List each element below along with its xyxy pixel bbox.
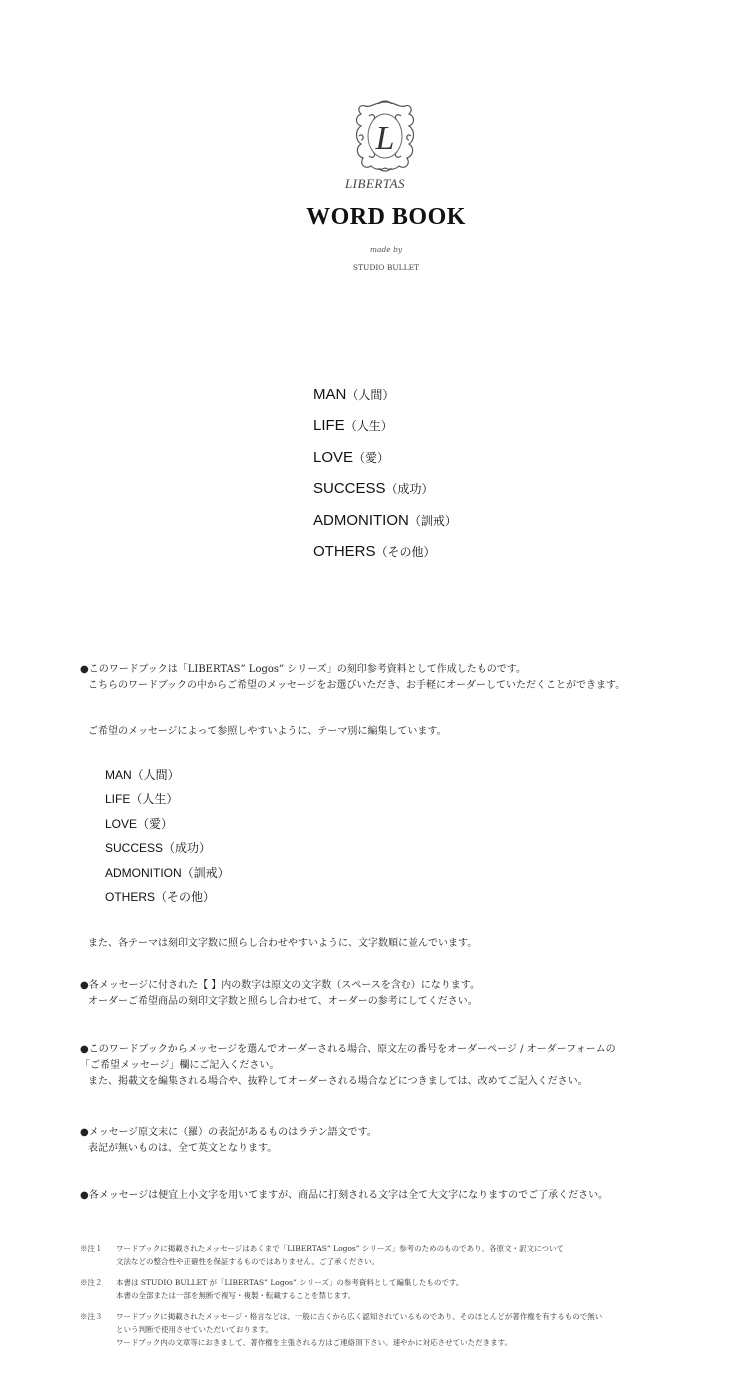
intro-paragraph xyxy=(80,662,730,694)
menu-item-en: OTHERS xyxy=(313,543,376,560)
studio-name: STUDIO BULLET xyxy=(352,263,420,272)
libertas-logo-icon xyxy=(345,96,425,176)
intro-line-1: ●このワードブックは「LIBERTAS” Logos” シリーズ」の刻印参考資料として作成したものです。 xyxy=(80,664,527,675)
intro-line-2: こちらのワードブックの中からご希望のメッセージをお選びいただき、お手軽にオーダーしていただくことができます。 xyxy=(88,680,626,691)
brand-name: LIBERTAS xyxy=(344,176,406,191)
menu-item-en: ADMONITION xyxy=(313,512,409,529)
footnote-label: ※注３ xyxy=(80,1312,103,1321)
menu-item-en: SUCCESS xyxy=(313,480,386,497)
footnote-3 xyxy=(80,1310,602,1349)
order-method-line-3: また、掲載文を編集される場合や、抜粋してオーダーされる場合などにつきましては、改めてご記入ください。 xyxy=(88,1076,588,1087)
footnote-line: ワードブックに掲載されたメッセージ・格言などは、一般に古くから広く認知されているものであり、そのほとんどが著作権を有するもので無い xyxy=(116,1312,603,1321)
latin-note-paragraph xyxy=(80,1125,730,1157)
uppercase-note-text: ●各メッセージは便宜上小文字を用いてますが、商品に打刻される文字は全て大文字になりますのでご了承ください。 xyxy=(80,1190,609,1201)
footnote-line: 本書の全部または一部を無断で複写・複製・転載することを禁じます。 xyxy=(116,1291,356,1300)
menu-item-jp: （愛） xyxy=(353,451,390,465)
menu-item-admonition[interactable] xyxy=(313,512,457,529)
made-by-label: made by xyxy=(369,245,403,254)
footnote-line: ワードブック内の文章等におきまして、著作権を主張される方はご連絡頂下さい。速やかに対応させていただきます。 xyxy=(116,1338,512,1347)
menu-item-success[interactable] xyxy=(313,480,434,497)
theme-intro-text: ご希望のメッセージによって参照しやすいように、テーマ別に編集しています。 xyxy=(88,726,447,737)
latin-note-line-1: ●メッセージ原文末に（羅）の表記があるものはラテン語文です。 xyxy=(80,1127,377,1138)
theme-list-item: OTHERS（その他） xyxy=(105,890,216,904)
char-count-line-1: ●各メッセージに付された【 】内の数字は原文の文字数（スペースを含む）になります。 xyxy=(80,980,481,991)
footnote-line: 本書は STUDIO BULLET が「LIBERTAS” Logos” シリーズ」の参考資料として編集したものです。 xyxy=(116,1278,464,1287)
footnote-1 xyxy=(80,1242,564,1268)
char-count-line-2: オーダーご希望商品の刻印文字数と照らし合わせて、オーダーの参考にしてください。 xyxy=(88,996,478,1007)
order-method-line-1: ●このワードブックからメッセージを選んでオーダーされる場合、原文左の番号をオーダーページ / オーダーフォームの xyxy=(80,1044,616,1055)
menu-item-en: LIFE xyxy=(313,417,345,434)
menu-item-en: MAN xyxy=(313,386,347,403)
theme-list-item: LIFE（人生） xyxy=(105,792,179,806)
menu-item-jp: （人生） xyxy=(344,419,393,433)
menu-item-man[interactable] xyxy=(313,386,394,403)
footnote-label: ※注１ xyxy=(80,1244,103,1253)
theme-list-item: MAN（人間） xyxy=(105,768,180,782)
footnote-line: ワードブックに掲載されたメッセージはあくまで「LIBERTAS” Logos” シリーズ」参考のためのものであり、各原文・訳文について xyxy=(116,1244,564,1253)
menu-item-jp: （人間） xyxy=(346,388,395,402)
footnote-2 xyxy=(80,1276,463,1302)
page-title: WORD BOOK xyxy=(306,204,466,230)
latin-note-line-2: 表記が無いものは、全て英文となります。 xyxy=(88,1143,278,1154)
menu-item-life[interactable] xyxy=(313,417,393,434)
order-method-paragraph xyxy=(80,1042,730,1090)
menu-item-jp: （訓戒） xyxy=(408,514,457,528)
footnote-label: ※注２ xyxy=(80,1278,103,1287)
menu-item-love[interactable] xyxy=(313,449,389,466)
menu-item-others[interactable] xyxy=(313,543,436,560)
footnote-line: という判断で使用させていただいております。 xyxy=(116,1325,273,1334)
menu-item-en: LOVE xyxy=(313,449,354,466)
svg-text:L: L xyxy=(375,120,395,157)
theme-list-item: ADMONITION（訓戒） xyxy=(105,866,230,880)
footnote-line: 文法などの整合性や正確性を保証するものではありません。ご了承ください。 xyxy=(116,1257,379,1266)
char-count-paragraph xyxy=(80,978,730,1010)
menu-item-jp: （その他） xyxy=(375,545,436,559)
order-note-text: また、各テーマは刻印文字数に照らし合わせやすいように、文字数順に並んでいます。 xyxy=(88,938,478,949)
theme-list-item: LOVE（愛） xyxy=(105,817,174,831)
theme-list-item: SUCCESS（成功） xyxy=(105,841,212,855)
menu-item-jp: （成功） xyxy=(385,482,434,496)
order-method-line-2: 「ご希望メッセージ」欄にご記入ください。 xyxy=(80,1060,280,1071)
